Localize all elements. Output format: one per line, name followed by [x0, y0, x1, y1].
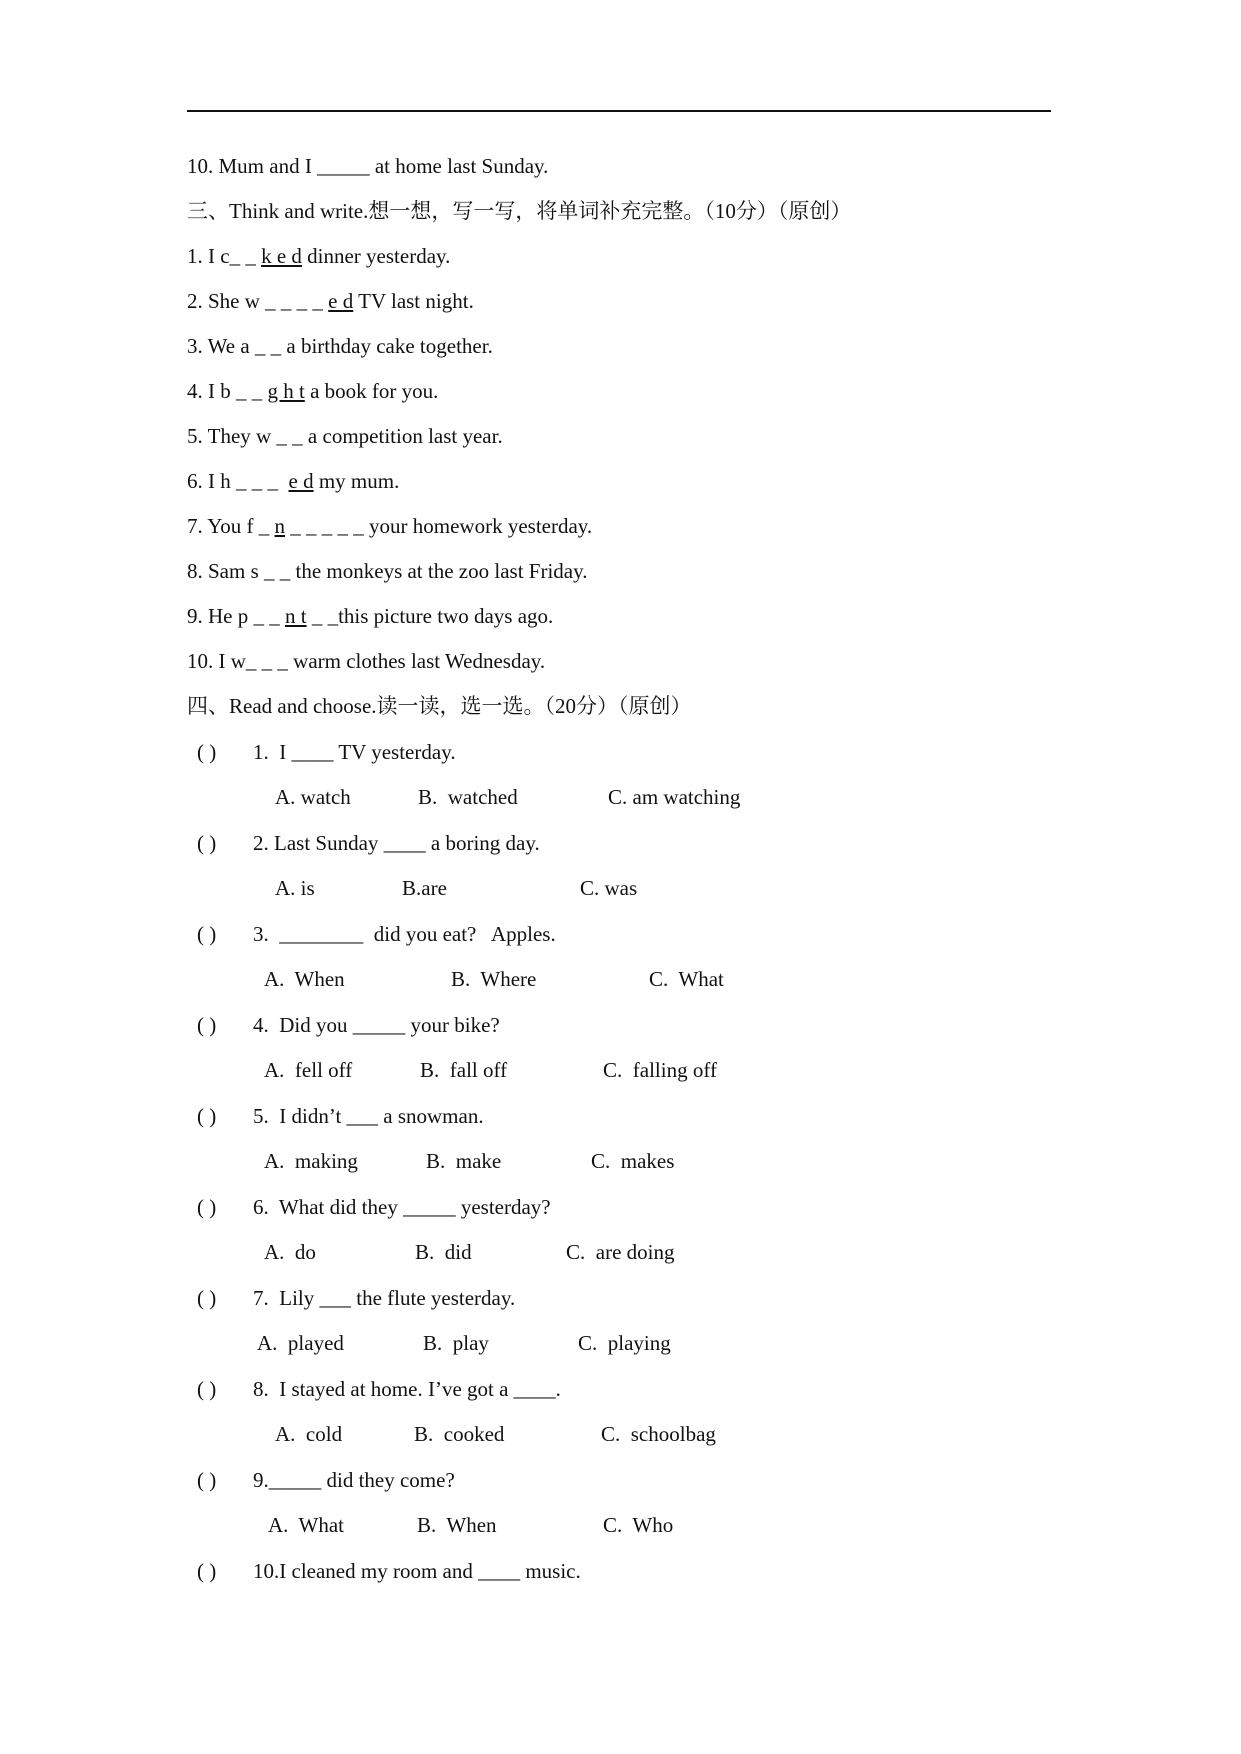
- option-b: B. fall off: [420, 1058, 508, 1082]
- option-a: A. making: [264, 1149, 358, 1173]
- option-b: B. When: [417, 1513, 497, 1537]
- option-a: A. played: [257, 1331, 344, 1355]
- option-a: A. fell off: [264, 1058, 353, 1082]
- answer-bracket: ( ): [197, 1286, 217, 1310]
- answer-bracket: ( ): [197, 1468, 217, 1492]
- answer-bracket: ( ): [197, 1104, 217, 1128]
- answer-bracket: ( ): [197, 1195, 217, 1219]
- answer-bracket: ( ): [197, 1013, 217, 1037]
- option-b: B. watched: [418, 785, 518, 809]
- option-b: B. cooked: [414, 1422, 505, 1446]
- answer-bracket: ( ): [197, 831, 217, 855]
- section3-item: 3. We a _ _ a birthday cake together.: [187, 334, 493, 358]
- option-c: C. schoolbag: [601, 1422, 716, 1446]
- section3-item: 1. I c_ _ k e d dinner yesterday.: [187, 244, 451, 268]
- question-text: 10.I cleaned my room and ____ music.: [253, 1559, 581, 1583]
- option-c: C. are doing: [566, 1240, 675, 1264]
- section3-item: 4. I b _ _ g h t a book for you.: [187, 379, 439, 403]
- question-text: 1. I ____ TV yesterday.: [253, 740, 456, 764]
- section3-item: 8. Sam s _ _ the monkeys at the zoo last Friday.: [187, 559, 588, 583]
- answer-bracket: ( ): [197, 1377, 217, 1401]
- section3-item: 9. He p _ _ n t _ _this picture two days ago.: [187, 604, 554, 628]
- section3-item: 7. You f _ n _ _ _ _ _ your homework yesterday.: [187, 514, 593, 538]
- option-c: C. What: [649, 967, 724, 991]
- option-a: A. do: [264, 1240, 316, 1264]
- option-c: C. Who: [603, 1513, 674, 1537]
- answer-bracket: ( ): [197, 1559, 217, 1583]
- question-text: 4. Did you _____ your bike?: [253, 1013, 500, 1037]
- option-a: A. When: [264, 967, 345, 991]
- header-rule: [187, 110, 1051, 112]
- option-c: C. makes: [591, 1149, 675, 1173]
- answer-bracket: ( ): [197, 740, 217, 764]
- option-a: A. is: [275, 876, 315, 900]
- option-c: C. playing: [578, 1331, 671, 1355]
- option-a: A. cold: [275, 1422, 343, 1446]
- option-a: A. watch: [275, 785, 351, 809]
- option-b: B. did: [415, 1240, 472, 1264]
- option-c: C. was: [580, 876, 638, 900]
- section3-item: 10. I w_ _ _ warm clothes last Wednesday.: [187, 649, 546, 673]
- section2-item-10: 10. Mum and I _____ at home last Sunday.: [187, 154, 549, 178]
- option-b: B.are: [402, 876, 447, 900]
- question-text: 8. I stayed at home. I’ve got a ____.: [253, 1377, 561, 1401]
- option-a: A. What: [268, 1513, 345, 1537]
- question-text: 6. What did they _____ yesterday?: [253, 1195, 551, 1219]
- option-b: B. Where: [451, 967, 537, 991]
- answer-bracket: ( ): [197, 922, 217, 946]
- section3-heading: 三、Think and write.想一想，写一写，将单词补充完整。（10分）（原创）: [187, 199, 852, 223]
- section4-heading: 四、Read and choose.读一读，选一选。（20分）（原创）: [187, 694, 692, 718]
- option-b: B. play: [423, 1331, 489, 1355]
- option-c: C. am watching: [608, 785, 741, 809]
- question-text: 7. Lily ___ the flute yesterday.: [253, 1286, 516, 1310]
- section3-item: 6. I h _ _ _ e d my mum.: [187, 469, 400, 493]
- question-text: 9._____ did they come?: [253, 1468, 455, 1492]
- question-text: 2. Last Sunday ____ a boring day.: [253, 831, 540, 855]
- question-text: 5. I didn’t ___ a snowman.: [253, 1104, 484, 1128]
- option-b: B. make: [426, 1149, 502, 1173]
- section3-item: 2. She w _ _ _ _ e d TV last night.: [187, 289, 474, 313]
- section3-item: 5. They w _ _ a competition last year.: [187, 424, 503, 448]
- option-c: C. falling off: [603, 1058, 717, 1082]
- question-text: 3. ________ did you eat? Apples.: [253, 922, 556, 946]
